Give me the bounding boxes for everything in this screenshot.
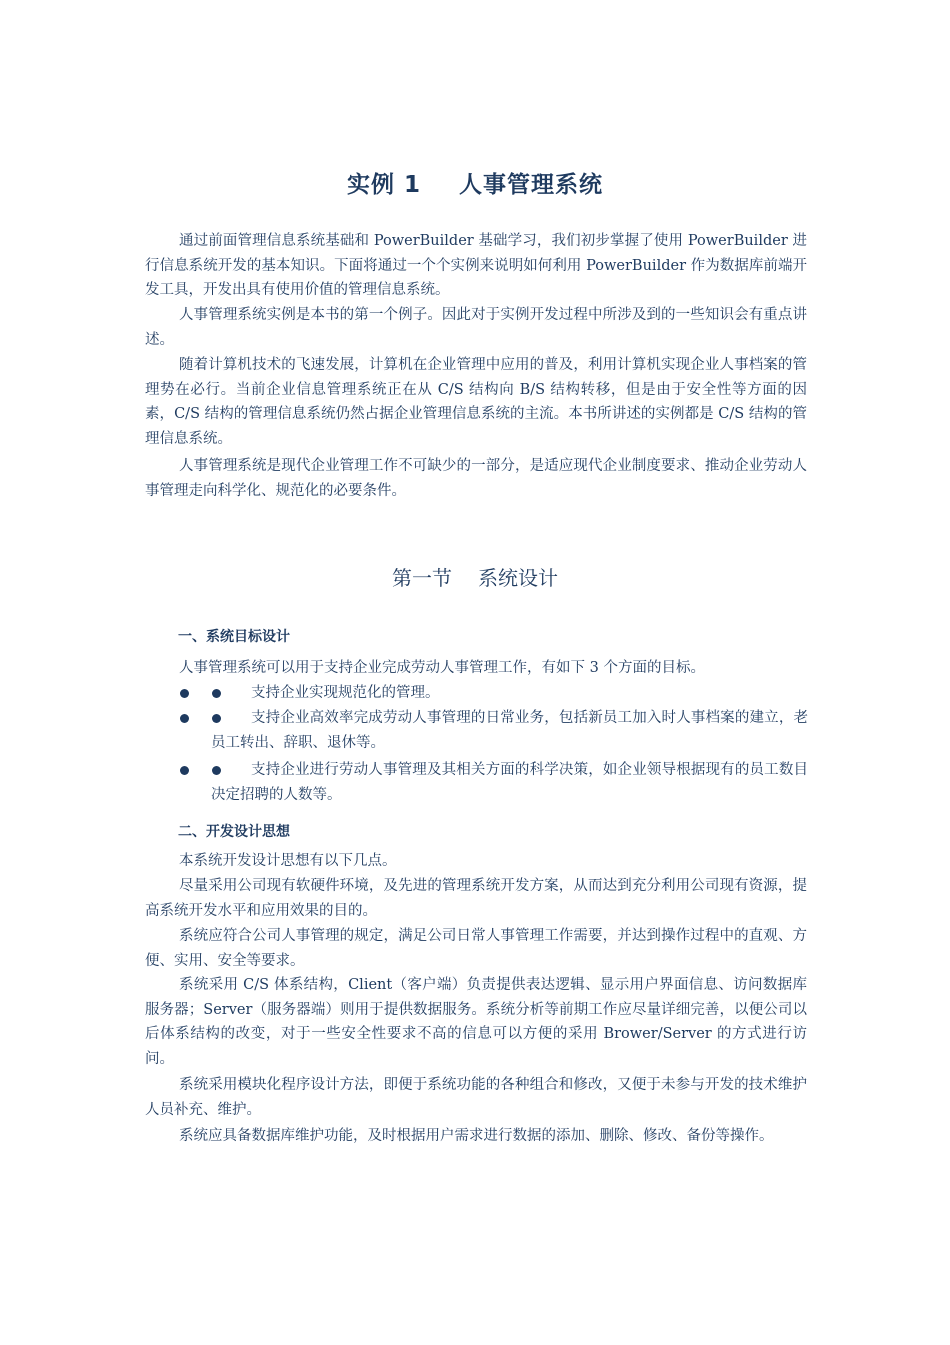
intro-paragraph-2: 人事管理系统实例是本书的第一个例子。因此对于实例开发过程中所涉及到的一些知识会有重点讲述。 (145, 307, 807, 348)
goal-bullet-2 (178, 706, 808, 756)
section-name: 系统设计 (478, 566, 558, 590)
bullet-icon (178, 758, 238, 783)
goal-bullet-text: 支持企业高效率完成劳动人事管理的日常业务，包括新员工加入时人事档案的建立，老员工转出、辞职、退休等。 (211, 710, 808, 751)
goals-lead: 人事管理系统可以用于支持企业完成劳动人事管理工作，有如下 3 个方面的目标。 (179, 660, 705, 676)
intro-paragraph-4: 人事管理系统是现代企业管理工作不可缺少的一部分，是适应现代企业制度要求、推动企业劳动人事管理走向科学化、规范化的必要条件。 (145, 458, 807, 499)
intro-paragraph-1: 通过前面管理信息系统基础和 PowerBuilder 基础学习，我们初步掌握了使用 PowerBuilder 进行信息系统开发的基本知识。下面将通过一个个实例来说明如何利用 PowerBuilder 作为数据库前端开发工具，开发出具有使用价值的管理信息系统。 (145, 233, 807, 299)
goal-bullet-3 (178, 758, 808, 808)
section-label: 第一节 (392, 566, 452, 590)
ideas-paragraph-6: 系统应具备数据库维护功能，及时根据用户需求进行数据的添加、删除、修改、备份等操作。 (179, 1128, 774, 1144)
goal-bullet-text: 支持企业实现规范化的管理。 (251, 685, 440, 701)
goal-bullet-1 (178, 681, 808, 706)
chapter-name: 人事管理系统 (459, 172, 603, 198)
section-title (0, 562, 950, 591)
ideas-paragraph-3: 系统应符合公司人事管理的规定，满足公司日常人事管理工作需要，并达到操作过程中的直观、方便、实用、安全等要求。 (145, 928, 807, 969)
bullet-icon (178, 706, 238, 731)
goals-heading: 一、系统目标设计 (178, 629, 290, 645)
ideas-paragraph-5: 系统采用模块化程序设计方法，即便于系统功能的各种组合和修改，又便于未参与开发的技术维护人员补充、维护。 (145, 1077, 807, 1118)
chapter-title (0, 166, 950, 199)
ideas-paragraph-2: 尽量采用公司现有软硬件环境，及先进的管理系统开发方案，从而达到充分利用公司现有资源，提高系统开发水平和应用效果的目的。 (145, 878, 807, 919)
ideas-heading: 二、开发设计思想 (178, 824, 290, 840)
ideas-paragraph-4: 系统采用 C/S 体系结构，Client（客户端）负责提供表达逻辑、显示用户界面信息、访问数据库服务器；Server（服务器端）则用于提供数据服务。系统分析等前期工作应尽量详细完善，以便公司以后体系结构的改变，对于一些安全性要求不高的信息可以方便的采用 Brower/Server 的方式进行访问。 (145, 977, 807, 1068)
chapter-label: 实例 1 (346, 172, 421, 198)
bullet-icon (178, 681, 238, 706)
ideas-paragraph-1: 本系统开发设计思想有以下几点。 (179, 853, 397, 869)
goal-bullet-text: 支持企业进行劳动人事管理及其相关方面的科学决策，如企业领导根据现有的员工数目决定招聘的人数等。 (211, 762, 808, 803)
intro-paragraph-3: 随着计算机技术的飞速发展，计算机在企业管理中应用的普及，利用计算机实现企业人事档案的管理势在必行。当前企业信息管理系统正在从 C/S 结构向 B/S 结构转移，但是由于安全性等方面的因素，C/S 结构的管理信息系统仍然占据企业管理信息系统的主流。本书所讲述的实例都是 C/S 结构的管理信息系统。 (145, 357, 807, 448)
